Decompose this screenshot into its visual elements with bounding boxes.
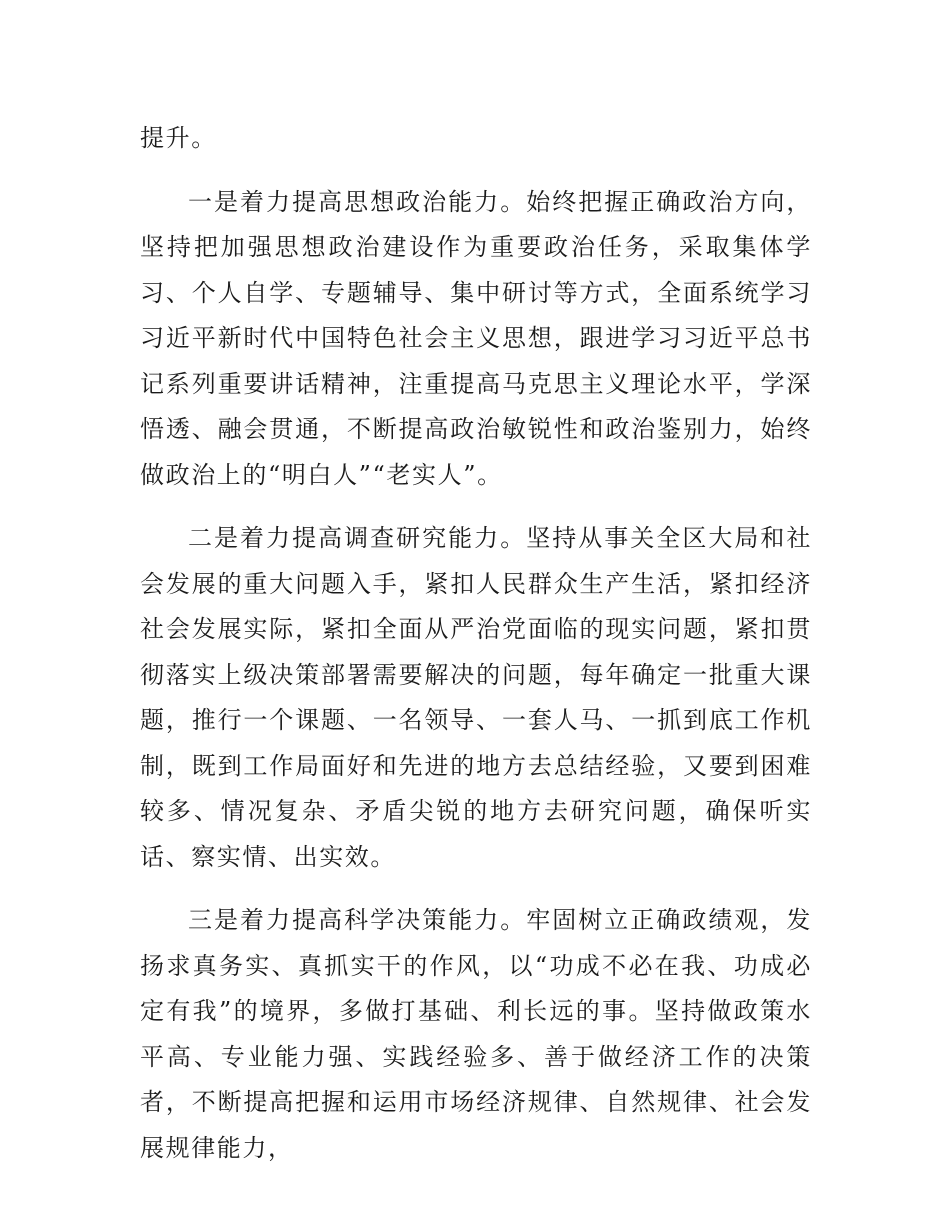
document-body	[140, 116, 812, 1189]
paragraph-continuation: 提升。	[140, 124, 217, 152]
paragraph-decision-ability: 三是着力提高科学决策能力。牢固树立正确政绩观，发扬求真务实、真抓实干的作风，以“功成不必在我、功成必定有我”的境界，多做打基础、利长远的事。坚持做政策水平高、专业能力强、实践经验多、善于做经济工作的决策者，不断提高把握和运用市场经济规律、自然规律、社会发展规律能力，	[140, 906, 812, 1162]
paragraph-political-ability: 一是着力提高思想政治能力。始终把握正确政治方向，坚持把加强思想政治建设作为重要政治任务，采取集体学习、个人自学、专题辅导、集中研讨等方式，全面系统学习习近平新时代中国特色社会主义思想，跟进学习习近平总书记系列重要讲话精神，注重提高马克思主义理论水平，学深悟透、融会贯通，不断提高政治敏锐性和政治鉴别力，始终做政治上的“明白人”“老实人”。	[140, 187, 812, 489]
paragraph-research-ability: 二是着力提高调查研究能力。坚持从事关全区大局和社会发展的重大问题入手，紧扣人民群众生产生活，紧扣经济社会发展实际，紧扣全面从严治党面临的现实问题，紧扣贯彻落实上级决策部署需要解决的问题，每年确定一批重大课题，推行一个课题、一名领导、一套人马、一抓到底工作机制，既到工作局面好和先进的地方去总结经验，又要到困难较多、情况复杂、矛盾尖锐的地方去研究问题，确保听实话、察实情、出实效。	[140, 524, 812, 871]
